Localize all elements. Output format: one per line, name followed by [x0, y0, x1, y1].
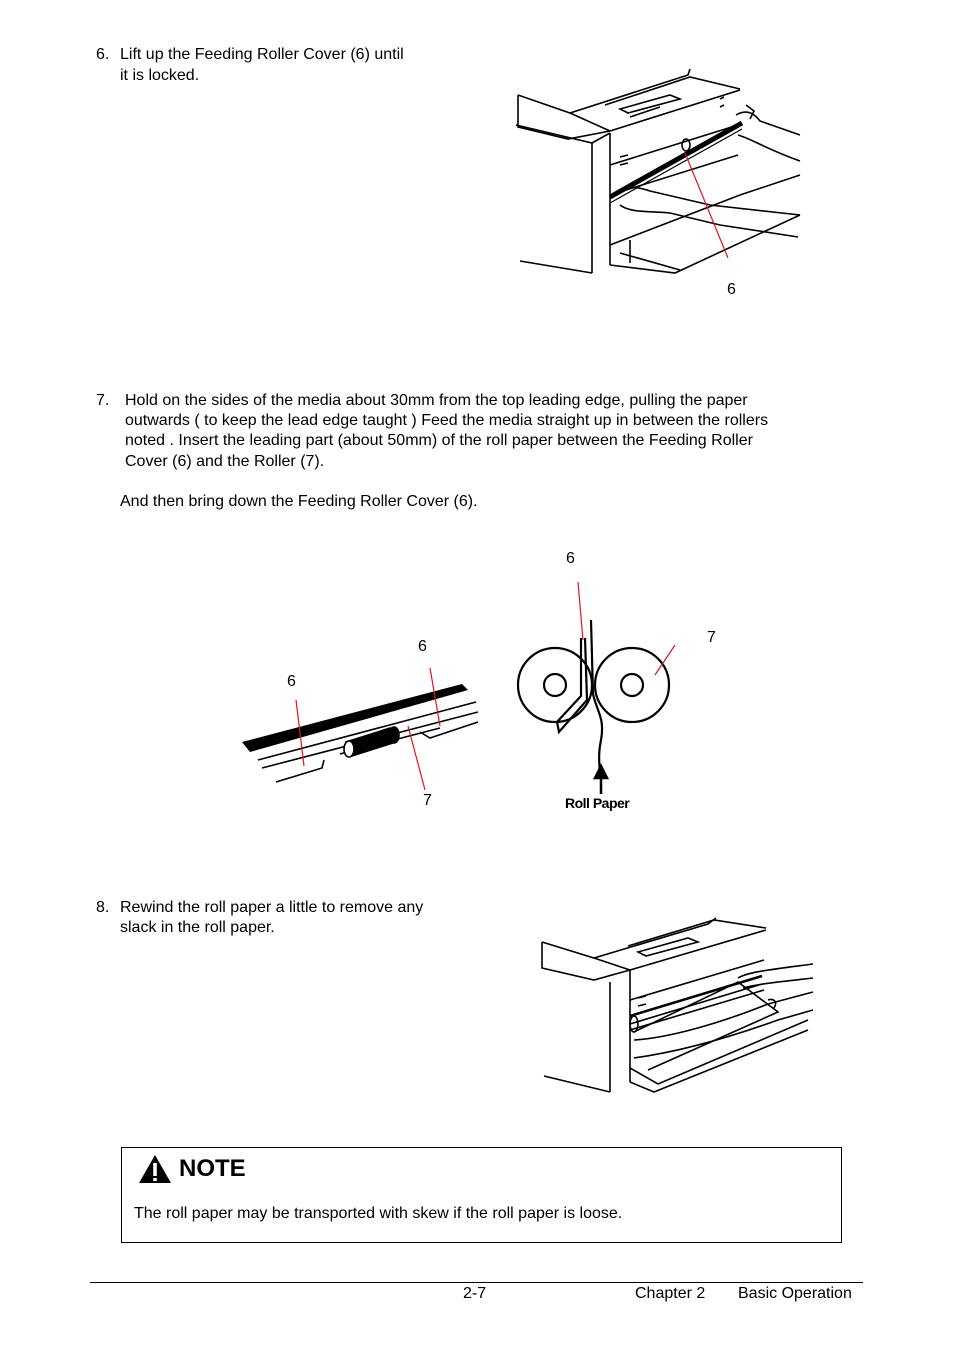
note-title: NOTE — [179, 1155, 246, 1182]
step-6-line-1: Lift up the Feeding Roller Cover (6) until — [120, 46, 404, 63]
note-body: The roll paper may be transported with skew if the roll paper is loose. — [134, 1205, 623, 1222]
callout-6-section: 6 — [566, 550, 575, 567]
warning-icon — [137, 1153, 173, 1185]
step-6-line-2: it is locked. — [120, 67, 200, 84]
step-8-number: 8. — [96, 899, 110, 916]
note-box — [121, 1147, 842, 1243]
step-7-line-1: Hold on the sides of the media about 30mm from the top leading edge, pulling the paper — [125, 392, 748, 409]
callout-7-bar: 7 — [423, 792, 432, 809]
figure-rewind-paper — [538, 912, 818, 1097]
step-6 — [96, 45, 404, 84]
page-number: 2-7 — [463, 1285, 487, 1302]
step-6-number: 6. — [96, 46, 110, 63]
footer-section: Basic Operation — [738, 1285, 852, 1302]
callout-7-section: 7 — [707, 629, 716, 646]
figure-roller-bar — [240, 680, 485, 790]
step-7-number: 7. — [96, 392, 110, 409]
step-8 — [96, 898, 424, 936]
callout-6-figure-1: 6 — [727, 281, 736, 298]
footer-chapter: Chapter 2 — [635, 1285, 706, 1302]
step-8-line-2: slack in the roll paper. — [120, 919, 275, 936]
callout-6-bar-right: 6 — [418, 638, 427, 655]
step-7-extra: And then bring down the Feeding Roller Cover (6). — [120, 493, 478, 510]
figure-lift-cover — [510, 65, 810, 285]
roll-paper-label: Roll Paper — [565, 795, 630, 811]
step-8-line-1: Rewind the roll paper a little to remove any — [120, 899, 424, 916]
step-7-line-2: outwards ( to keep the lead edge taught ) Feed the media straight up in between the rollers — [125, 412, 769, 429]
step-7 — [96, 391, 856, 470]
step-7-line-3: noted . Insert the leading part (about 50mm) of the roll paper between the Feeding Roller — [125, 432, 753, 449]
footer-rule — [90, 1282, 863, 1283]
callout-6-bar-left: 6 — [287, 673, 296, 690]
step-7-line-4: Cover (6) and the Roller (7). — [125, 453, 325, 470]
figure-roller-section — [515, 600, 690, 800]
